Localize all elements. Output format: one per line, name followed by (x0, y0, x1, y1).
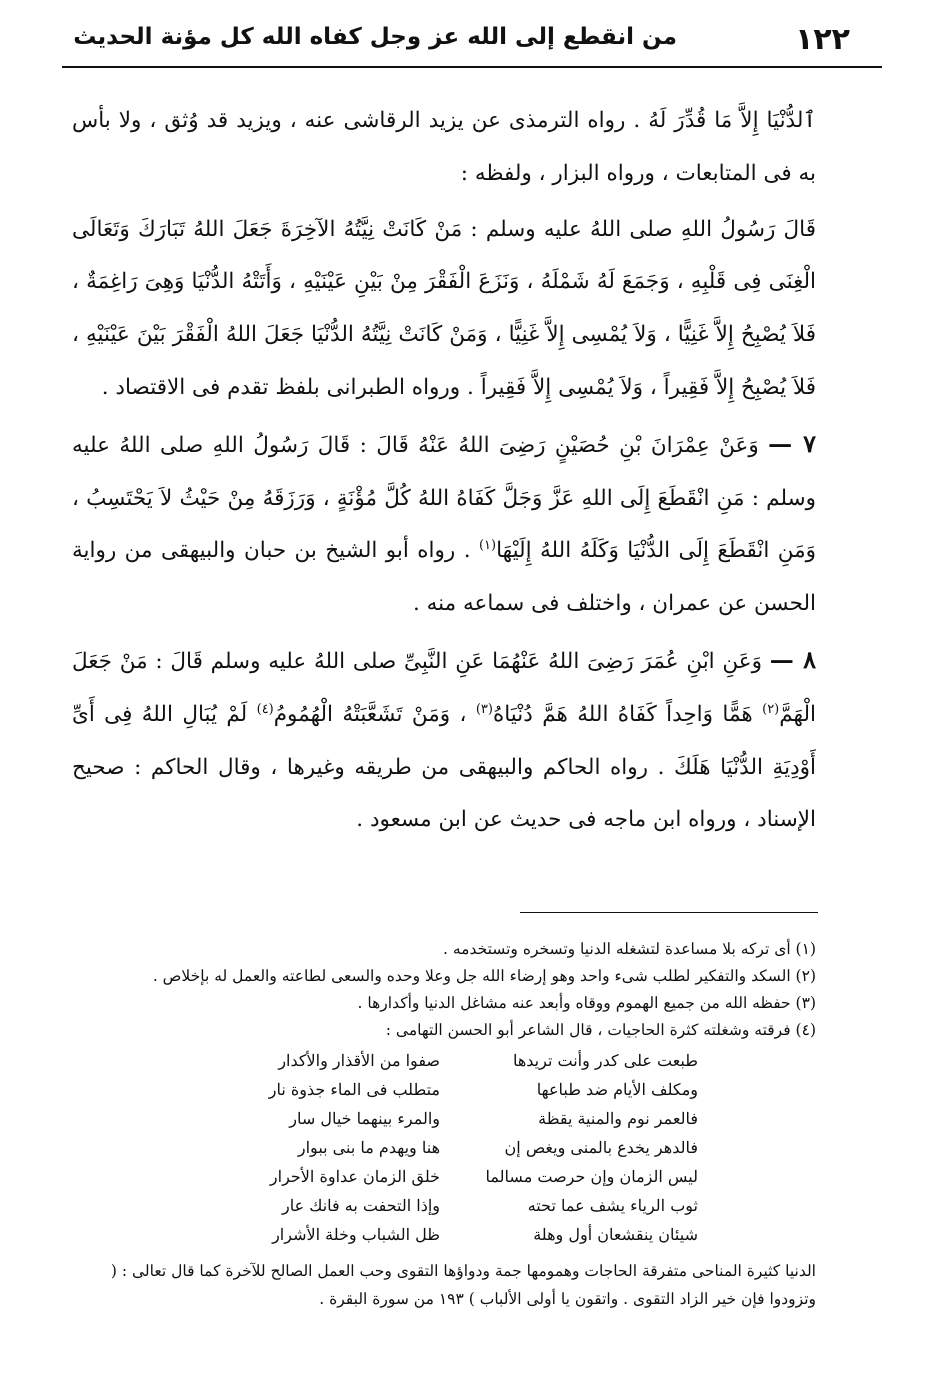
verse-first-hemistich: ثوب الرياء يشف عما تحته (527, 1196, 698, 1215)
verse-first-hemistich: فالدهر يخدع بالمنى ويغص إن (504, 1138, 698, 1157)
header-rule (62, 66, 882, 68)
poem-verse (70, 1191, 698, 1220)
verse-second-hemistich: هنا ويهدم ما بنى ببوار (297, 1138, 440, 1157)
footnote-4-commentary: الدنيا كثيرة المناحى متفرقة الحاجات وهمومها جمة ودواؤها التقوى وحب العمل الصالح للآخرة كما قال تعالى : ( وتزودوا فإن خير الزاد التقوى . واتقون يا أولى الألباب ) ١٩٣ من سورة البقرة . (110, 1262, 816, 1308)
footnote-rule (520, 912, 818, 913)
paragraph-continuation: ٱلدُّنْيَا إِلاَّ مَا قُدِّرَ لَهُ . رواه الترمذى عن يزيد الرقاشى عنه ، ويزيد قد وُثق ، ولا بأس به فى المتابعات ، ورواه البزار ، ولفظه : (72, 108, 816, 186)
page-header (62, 20, 882, 66)
verse-first-hemistich: فالعمر نوم والمنية يقظة (538, 1109, 698, 1128)
verse-first-hemistich: شيئان ينقشعان أول وهلة (533, 1225, 698, 1244)
hadith-number-7: ٧ — (768, 428, 816, 458)
hadith-8-text-a: وَعَنِ ابْنِ عُمَرَ رَضِىَ اللهُ عَنْهُمَا عَنِ النَّبِىِّ صلى اللهُ عليه وسلم قَالَ : مَنْ جَعَلَ الْهَمَّ (72, 648, 816, 727)
main-text (72, 95, 816, 847)
footnote-ref-4[interactable]: (٤) (256, 701, 274, 717)
footnote-ref-1[interactable]: (١) (478, 538, 497, 554)
hadith-number-8: ٨ — (769, 644, 816, 674)
paragraph-bazzar-version: قَالَ رَسُولُ اللهِ صلى اللهُ عليه وسلم : مَنْ كَانَتْ نِيَّتُهُ الآخِرَةَ جَعَلَ اللهُ تَبَارَكَ وَتَعَالَى الْغِنَى فِى قَلْبِهِ ، وَجَمَعَ لَهُ شَمْلَهُ ، وَنَزَعَ الْفَقْرَ مِنْ بَيْنِ عَيْنَيْهِ ، وَأَتَتْهُ الدُّنْيَا وَهِىَ رَاغِمَةٌ ، فَلاَ يُصْبِحُ إِلاَّ غَنِيًّا ، وَلاَ يُمْسِى إِلاَّ غَنِيًّا ، وَمَنْ كَانَتْ نِيَّتُهُ الدُّنْيَا جَعَلَ اللهُ الْفَقْرَ بَيْنَ عَيْنَيْهِ ، فَلاَ يُصْبِحُ إِلاَّ فَقِيراً ، وَلاَ يُمْسِى إِلاَّ فَقِيراً . ورواه الطبرانى بلفظ تقدم فى الاقتصاد . (72, 216, 816, 400)
hadith-7-text-b: . رواه أبو الشيخ بن حبان والبيهقى من رواية الحسن عن عمران ، واختلف فى سماعه منه . (72, 538, 816, 617)
running-title: من انقطع إلى الله عز وجل كفاه الله كل مؤنة الحديث (73, 24, 677, 50)
poem-verse (70, 1133, 698, 1162)
hadith-8-text-d: لَمْ يُبَالِ اللهُ فِى أَىِّ أَوْدِيَةِ الدُّنْيَا هَلَكَ . رواه الحاكم والبيهقى من طريقه وغيرها ، وقال الحاكم : صحيح الإسناد ، ورواه ابن ماجه فى حديث عن ابن مسعود . (72, 701, 816, 833)
hadith-7-text-a: وَعَنْ عِمْرَانَ بْنِ حُصَيْنٍ رَضِىَ اللهُ عَنْهُ قَالَ : قَالَ رَسُولُ اللهِ صلى اللهُ عليه وسلم : مَنِ انْقَطَعَ إِلَى اللهِ عَزَّ وَجَلَّ كَفَاهُ اللهُ كُلَّ مُؤْنَةٍ ، وَرَزَقَهُ مِنْ حَيْثُ لاَ يَحْتَسِبُ ، وَمَنِ انْقَطَعَ إِلَى الدُّنْيَا وَكَلَهُ اللهُ إِلَيْهَا (72, 432, 816, 564)
verse-first-hemistich: طبعت على كدر وأنت تريدها (512, 1051, 698, 1070)
verse-second-hemistich: خلق الزمان عداوة الأحرار (269, 1167, 440, 1186)
hadith-7 (72, 418, 816, 631)
poem-verse (70, 1075, 698, 1104)
footnote-ref-2[interactable]: (٢) (762, 701, 780, 717)
footnote-4: (٤) فرقته وشغلته كثرة الحاجيات ، قال الشاعر أبو الحسن التهامى : (385, 1021, 816, 1039)
poem-verse (70, 1162, 698, 1191)
poem-verse (70, 1220, 698, 1249)
footnotes (70, 936, 816, 1313)
footnote-2: (٢) السكد والتفكير لطلب شىء واحد وهو إرضاء الله جل وعلا وحده والسعى لطاعته والعمل له بإخلاص . (152, 967, 816, 985)
verse-second-hemistich: ظل الشباب وخلة الأشرار (272, 1225, 440, 1244)
poem (70, 1046, 698, 1249)
verse-second-hemistich: صفوا من الأقذار والأكدار (278, 1051, 440, 1070)
footnote-1: (١) أى تركه بلا مساعدة لتشغله الدنيا وتسخره وتستخدمه . (442, 940, 816, 958)
verse-second-hemistich: وإذا التحفت به فانك عار (281, 1196, 440, 1215)
hadith-8-text-c: ، وَمَنْ تَشَعَّبَتْهُ الْهُمُومُ (273, 701, 476, 727)
verse-second-hemistich: متطلب فى الماء جذوة نار (268, 1080, 440, 1099)
verse-second-hemistich: والمرء بينهما خيال سار (289, 1109, 440, 1128)
footnote-ref-3[interactable]: (٣) (475, 701, 493, 717)
poem-verse (70, 1104, 698, 1133)
hadith-8-text-b: هَمًّا وَاحِداً كَفَاهُ اللهُ هَمَّ دُنْيَاهُ (492, 701, 763, 727)
poem-verse (70, 1046, 698, 1075)
verse-first-hemistich: ليس الزمان وإن حرصت مسالما (485, 1167, 698, 1186)
verse-first-hemistich: ومكلف الأيام ضد طباعها (536, 1080, 698, 1099)
page-number: ١٢٢ (795, 22, 850, 57)
hadith-8 (72, 634, 816, 847)
footnote-3: (٣) حفظه الله من جميع الهموم ووقاه وأبعد عنه مشاغل الدنيا وأكدارها . (357, 994, 816, 1012)
